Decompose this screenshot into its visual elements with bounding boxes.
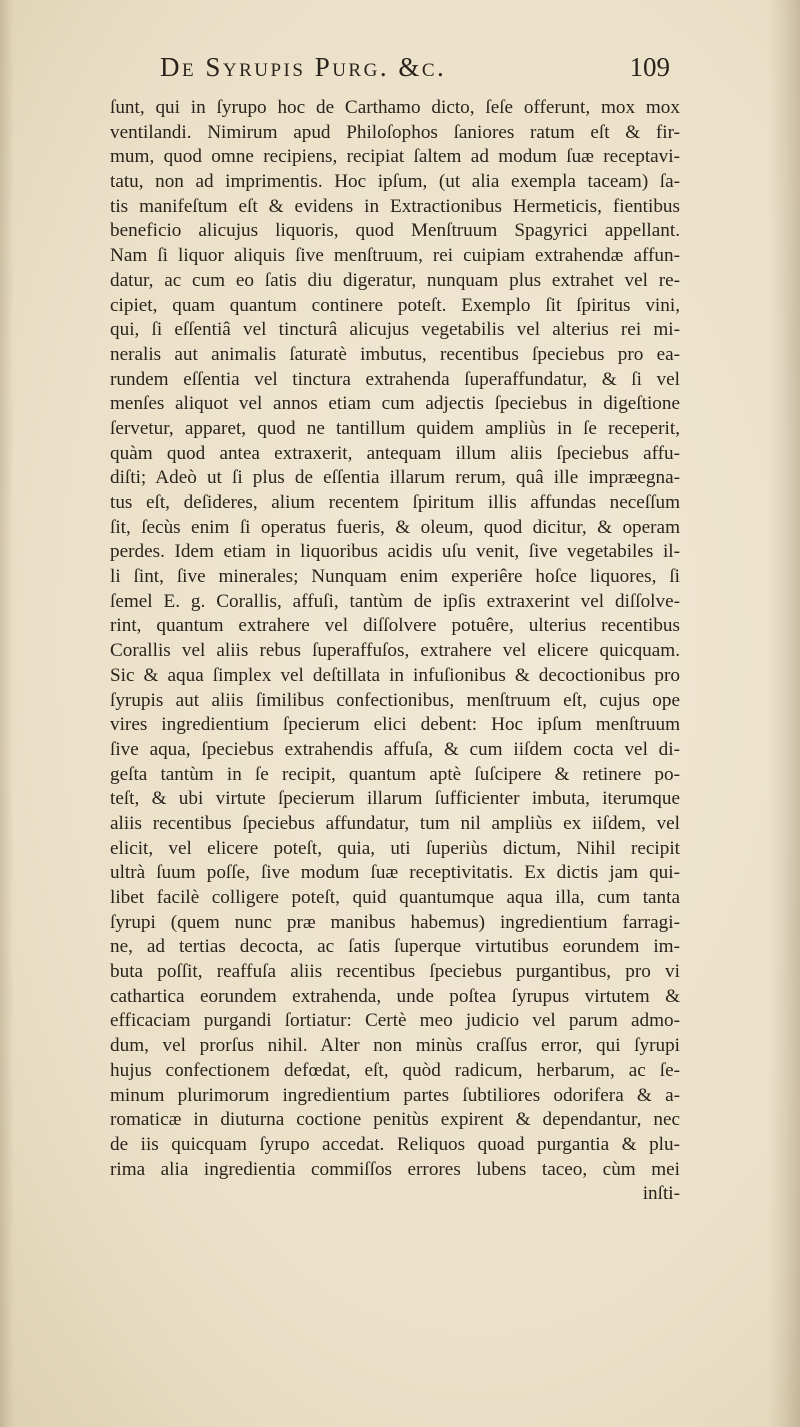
text-line: datur, ac cum eo ſatis diu digeratur, nunquam plus extrahet vel re- — [110, 269, 680, 291]
text-line: ultrà ſuum poſſe, ſive modum ſuæ receptivitatis. Ex dictis jam qui- — [110, 862, 680, 884]
text-line: vires ingredientium ſpecierum elici debent: Hoc ipſum menſtruum — [110, 714, 680, 736]
text-line: efficaciam purgandi ſortiatur: Certè meo judicio vel parum admo- — [110, 1010, 680, 1032]
text-line: aliis recentibus ſpeciebus affundatur, tum nil ampliùs ex iiſdem, vel — [110, 812, 680, 834]
text-line: beneficio alicujus liquoris, quod Menſtruum Spagyrici appellant. — [110, 220, 680, 242]
text-line: rint, quantum extrahere vel diſſolvere potuêre, ulterius recentibus — [110, 615, 680, 637]
text-line: Nam ſi liquor aliquis ſive menſtruum, rei cuipiam extrahendæ affun- — [110, 245, 680, 267]
text-line: dum, vel prorſus nihil. Alter non minùs craſſus error, qui ſyrupi — [110, 1035, 680, 1057]
page-header — [160, 46, 680, 92]
text-line: buta poſſit, reaffuſa aliis recentibus ſpeciebus purgantibus, pro vi — [110, 961, 680, 983]
text-line: mum, quod omne recipiens, recipiat ſaltem ad modum ſuæ receptavi- — [110, 146, 680, 168]
page-edge-shadow — [0, 0, 14, 1427]
text-line: teſt, & ubi virtute ſpecierum illarum ſufficienter imbuta, iterumque — [110, 788, 680, 810]
page-number: 109 — [629, 52, 670, 82]
text-line: rundem eſſentia vel tinctura extrahenda ſuperaffundatur, & ſi vel — [110, 368, 680, 390]
text-line: perdes. Idem etiam in liquoribus acidis uſu venit, ſive vegetabiles il- — [110, 541, 680, 563]
text-line: ventilandi. Nimirum apud Philoſophos ſaniores ratum eſt & fir- — [110, 121, 680, 143]
text-line: ſyrupis aut aliis ſimilibus confectionibus, menſtruum eſt, cujus ope — [110, 689, 680, 711]
text-line: neralis aut animalis ſaturatè imbutus, recentibus ſpeciebus pro ea- — [110, 343, 680, 365]
binding-gutter-shadow — [768, 0, 800, 1427]
text-line: li ſint, ſive minerales; Nunquam enim experiêre hoſce liquores, ſi — [110, 566, 680, 588]
text-line: ſive aqua, ſpeciebus extrahendis affuſa, & cum iiſdem cocta vel di- — [110, 738, 680, 760]
text-line: ſyrupi (quem nunc præ manibus habemus) ingredientium farragi- — [110, 911, 680, 933]
text-line: libet facilè colligere poteſt, quid quantumque aqua illa, cum tanta — [110, 887, 680, 908]
running-head: De Syrupis Purg. &c. — [160, 52, 447, 82]
text-line: romaticæ in diuturna coctione penitùs expirent & dependantur, nec — [110, 1109, 680, 1131]
text-line: ne, ad tertias decocta, ac ſatis ſuperque virtutibus eorundem im- — [110, 936, 680, 958]
text-line: ſemel E. g. Corallis, affuſi, tantùm de ipſis extraxerint vel diſſolve- — [110, 590, 680, 612]
text-line: diſti; Adeò ut ſi plus de eſſentia illarum rerum, quâ ille impræegna- — [110, 467, 680, 489]
text-line: geſta tantùm in ſe recipit, quantum aptè ſuſcipere & retinere po- — [110, 763, 680, 785]
text-line: ſit, ſecùs enim ſi operatus fueris, & oleum, quod dicitur, & operam — [110, 516, 680, 538]
text-line: ſunt, qui in ſyrupo hoc de Carthamo dicto, ſeſe offerunt, mox mox — [110, 97, 680, 118]
text-line: qui, ſi eſſentiâ vel tincturâ alicujus vegetabilis vel alterius rei mi- — [110, 319, 680, 341]
text-line: inſti- — [642, 1183, 680, 1205]
text-line: rima alia ingredientia commiſſos errores lubens taceo, cùm mei — [110, 1158, 680, 1180]
body-text — [110, 96, 680, 1207]
text-line: menſes aliquot vel annos etiam cum adjectis ſpeciebus in digeſtione — [110, 393, 680, 415]
text-line: tus eſt, deſideres, alium recentem ſpiritum illis affundas neceſſum — [110, 492, 680, 513]
text-line: hujus confectionem defœdat, eſt, quòd radicum, herbarum, ac ſe- — [110, 1059, 680, 1081]
text-line: tatu, non ad imprimentis. Hoc ipſum, (ut alia exempla taceam) ſa- — [110, 171, 680, 193]
text-line: quàm quod antea extraxerit, antequam illum aliis ſpeciebus affu- — [110, 442, 680, 464]
text-line: elicit, vel elicere poteſt, quia, uti ſuperiùs dictum, Nihil recipit — [110, 837, 680, 859]
text-line: de iis quicquam ſyrupo accedat. Reliquos quoad purgantia & plu- — [110, 1133, 680, 1155]
text-line: cathartica eorundem extrahenda, unde poſtea ſyrupus virtutem & — [110, 985, 680, 1007]
text-line: ſervetur, apparet, quod ne tantillum quidem ampliùs in ſe receperit, — [110, 417, 680, 439]
text-line: Corallis vel aliis rebus ſuperaffuſos, extrahere vel elicere quicquam. — [110, 640, 680, 662]
text-line: Sic & aqua ſimplex vel deſtillata in infuſionibus & decoctionibus pro — [110, 664, 680, 686]
text-line: minum plurimorum ingredientium partes ſubtiliores odorifera & a- — [110, 1084, 680, 1106]
text-line: cipiet, quam quantum continere poteſt. Exemplo ſit ſpiritus vini, — [110, 294, 680, 316]
text-line: tis manifeſtum eſt & evidens in Extractionibus Hermeticis, fientibus — [110, 195, 680, 217]
